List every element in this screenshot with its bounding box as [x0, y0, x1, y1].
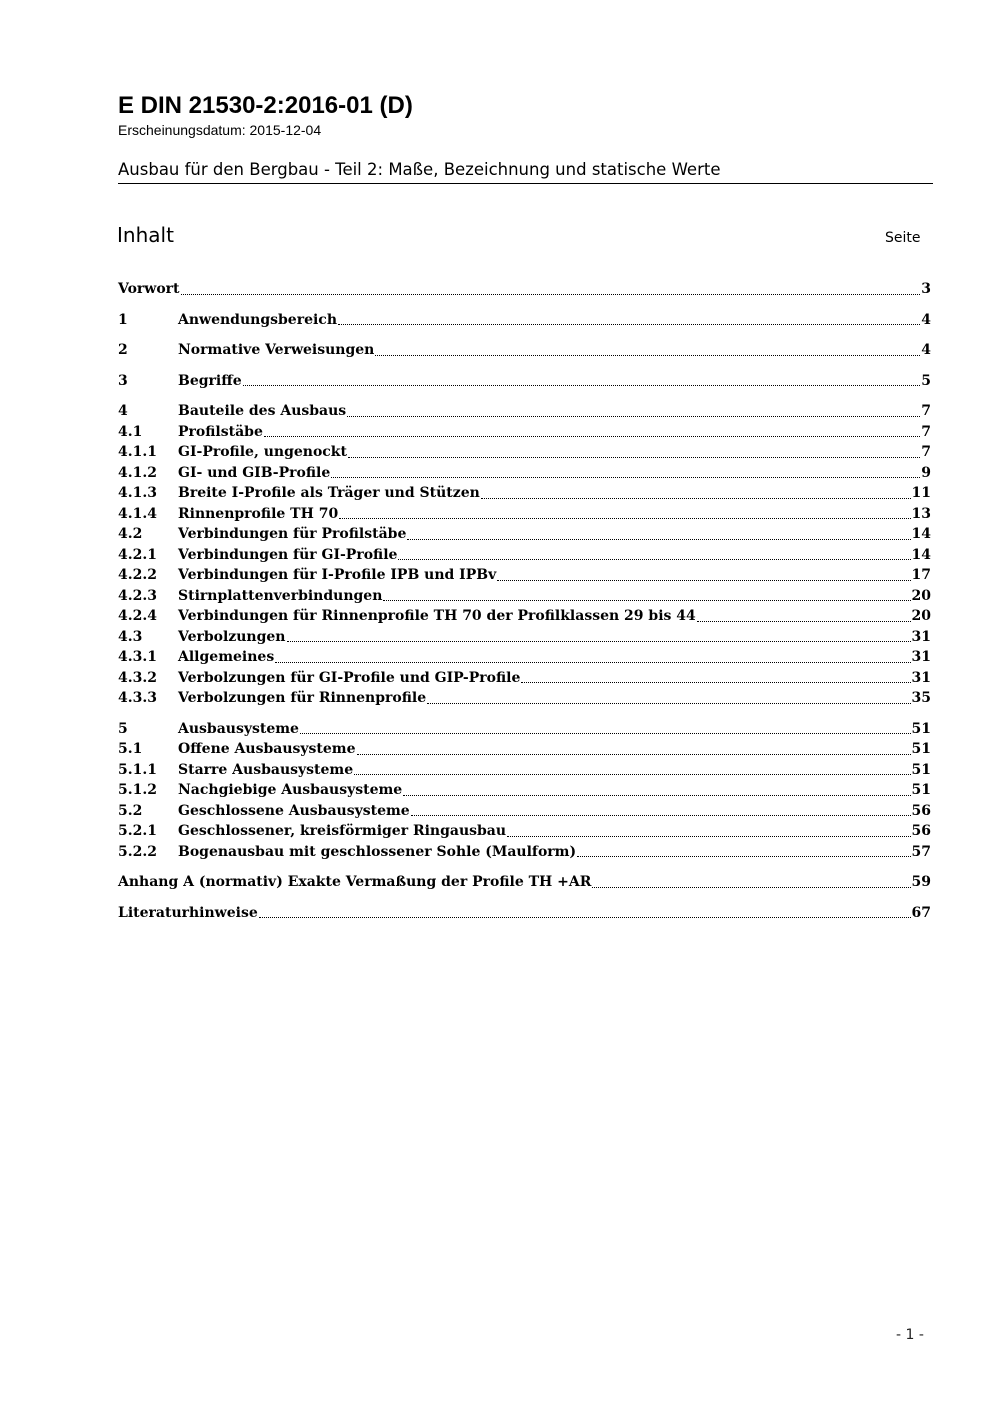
toc-entry-number: 5.2	[118, 802, 143, 819]
toc-entry-page: 17	[911, 567, 931, 583]
toc-entry[interactable]	[118, 842, 931, 863]
toc-entry-number: 4.3.2	[118, 669, 157, 686]
toc-entry[interactable]	[118, 668, 931, 689]
toc-dot-leader	[427, 702, 910, 704]
toc-dot-leader	[339, 517, 910, 519]
toc-page-label: Seite	[885, 230, 921, 246]
toc-dot-leader	[348, 456, 920, 458]
toc-entry-page: 51	[911, 782, 931, 798]
toc-entry-number: 5.1	[118, 741, 143, 757]
toc-entry-title: Geschlossene Ausbausysteme	[178, 802, 410, 819]
toc-entry[interactable]	[118, 719, 931, 740]
toc-dot-leader	[181, 293, 921, 295]
toc-entry[interactable]	[118, 627, 931, 648]
toc-entry-title: Stirnplattenverbindungen	[178, 587, 383, 604]
toc-entry-title: Nachgiebige Ausbausysteme	[178, 782, 403, 798]
toc-entry-title: Rinnenprofile TH 70	[178, 505, 339, 522]
toc-entry-number: 4.1.2	[118, 464, 157, 481]
toc-dot-leader	[481, 497, 911, 499]
toc-entry-number: 4.1.4	[118, 505, 157, 522]
toc-entry-number: 4.2.2	[118, 567, 157, 583]
toc-entry-title: Breite I-Profile als Träger und Stützen	[178, 485, 480, 501]
page-number: - 1 -	[896, 1327, 924, 1343]
toc-dot-leader	[507, 835, 910, 837]
toc-dot-leader	[259, 916, 911, 918]
toc-entry-page: 13	[911, 505, 931, 522]
toc-entry[interactable]	[118, 760, 931, 781]
toc-entry-number: 5.1.2	[118, 782, 157, 798]
toc-entry-title: Verbolzungen	[178, 628, 286, 645]
toc-entry[interactable]	[118, 586, 931, 607]
toc-entry[interactable]	[118, 821, 931, 842]
table-of-contents	[118, 279, 931, 923]
toc-entry[interactable]	[118, 606, 931, 627]
toc-entry[interactable]	[118, 310, 931, 331]
toc-entry-number: 3	[118, 372, 128, 389]
toc-entry[interactable]	[118, 545, 931, 566]
toc-heading: Inhalt	[117, 223, 174, 247]
toc-dot-leader	[521, 681, 910, 683]
toc-dot-leader	[577, 855, 910, 857]
toc-entry[interactable]	[118, 872, 931, 893]
toc-entry-title: Offene Ausbausysteme	[178, 741, 356, 757]
toc-entry-title: Verbindungen für I-Profile IPB und IPBv	[178, 567, 497, 583]
toc-entry[interactable]	[118, 524, 931, 545]
toc-entry-title: Allgemeines	[178, 649, 275, 665]
toc-entry-number: 5.2.1	[118, 823, 157, 839]
document-title: E DIN 21530-2:2016-01 (D)	[118, 92, 413, 119]
toc-entry-number: 4.1.3	[118, 485, 157, 501]
toc-entry-title: Anhang A (normativ) Exakte Vermaßung der Profile TH +AR	[118, 874, 592, 890]
toc-entry-title: Ausbausysteme	[178, 720, 299, 737]
toc-entry-title: Verbindungen für Profilstäbe	[178, 526, 407, 542]
toc-dot-leader	[264, 435, 920, 437]
toc-entry-page: 31	[911, 669, 931, 686]
toc-entry-page: 9	[921, 464, 931, 481]
toc-entry-title: Verbindungen für Rinnenprofile TH 70 der Profilklassen 29 bis 44	[178, 608, 696, 624]
toc-entry[interactable]	[118, 739, 931, 760]
toc-dot-leader	[287, 640, 911, 642]
toc-entry-page: 51	[911, 741, 931, 757]
toc-entry-page: 11	[911, 485, 931, 501]
toc-entry[interactable]	[118, 780, 931, 801]
toc-entry[interactable]	[118, 504, 931, 525]
toc-entry-page: 56	[911, 802, 931, 819]
toc-dot-leader	[375, 354, 920, 356]
toc-dot-leader	[497, 579, 910, 581]
toc-entry-number: 4.2.3	[118, 587, 157, 604]
toc-entry-number: 4.3.3	[118, 690, 157, 706]
toc-entry-page: 57	[911, 843, 931, 860]
toc-entry[interactable]	[118, 371, 931, 392]
toc-entry-number: 1	[118, 311, 128, 328]
toc-dot-leader	[697, 620, 911, 622]
toc-entry[interactable]	[118, 903, 931, 924]
toc-entry-page: 7	[921, 423, 931, 440]
toc-entry-number: 4.1.1	[118, 444, 157, 460]
toc-entry[interactable]	[118, 422, 931, 443]
toc-entry-page: 20	[911, 608, 931, 624]
toc-dot-leader	[354, 773, 910, 775]
toc-entry-title: GI-Profile, ungenockt	[178, 444, 347, 460]
toc-entry-number: 5.1.1	[118, 761, 157, 778]
toc-entry[interactable]	[118, 340, 931, 361]
toc-entry-page: 51	[911, 720, 931, 737]
toc-entry[interactable]	[118, 401, 931, 422]
toc-entry-number: 4.3.1	[118, 649, 157, 665]
toc-entry-page: 14	[911, 546, 931, 563]
toc-entry-page: 5	[921, 372, 931, 389]
toc-entry[interactable]	[118, 279, 931, 300]
toc-entry-page: 31	[911, 628, 931, 645]
toc-entry-title: Verbindungen für GI-Profile	[178, 546, 398, 563]
toc-dot-leader	[243, 384, 921, 386]
toc-entry-title: Bogenausbau mit geschlossener Sohle (Maulform)	[178, 843, 577, 860]
toc-entry-number: 4.2.1	[118, 546, 157, 563]
toc-entry-number: 4	[118, 403, 128, 419]
toc-entry[interactable]	[118, 463, 931, 484]
toc-entry-title: Starre Ausbausysteme	[178, 761, 354, 778]
toc-entry-page: 59	[911, 874, 931, 890]
toc-entry-title: Vorwort	[118, 281, 180, 297]
toc-dot-leader	[347, 415, 920, 417]
issue-date: Erscheinungsdatum: 2015-12-04	[118, 122, 322, 138]
toc-entry-title: Profilstäbe	[178, 423, 263, 440]
toc-entry-page: 7	[921, 444, 931, 460]
toc-entry[interactable]	[118, 565, 931, 586]
toc-entry[interactable]	[118, 647, 931, 668]
toc-entry-page: 20	[911, 587, 931, 604]
toc-entry-number: 4.2	[118, 526, 143, 542]
toc-entry-number: 2	[118, 342, 128, 358]
toc-entry-number: 4.3	[118, 628, 143, 645]
toc-dot-leader	[338, 323, 920, 325]
toc-entry-title: GI- und GIB-Profile	[178, 464, 331, 481]
toc-entry-number: 5.2.2	[118, 843, 157, 860]
toc-entry-title: Geschlossener, kreisförmiger Ringausbau	[178, 823, 507, 839]
toc-dot-leader	[383, 599, 910, 601]
toc-dot-leader	[357, 753, 911, 755]
toc-dot-leader	[300, 732, 911, 734]
toc-entry-page: 7	[921, 403, 931, 419]
toc-entry-title: Begriffe	[178, 372, 242, 389]
toc-entry-page: 67	[911, 904, 931, 921]
toc-entry-number: 5	[118, 720, 128, 737]
document-subtitle: Ausbau für den Bergbau - Teil 2: Maße, Bezeichnung und statische Werte	[118, 159, 933, 184]
toc-dot-leader	[407, 538, 910, 540]
toc-entry[interactable]	[118, 801, 931, 822]
toc-dot-leader	[592, 886, 910, 888]
toc-entry-title: Normative Verweisungen	[178, 342, 375, 358]
toc-entry-title: Anwendungsbereich	[178, 311, 337, 328]
toc-entry-title: Verbolzungen für GI-Profile und GIP-Profile	[178, 669, 521, 686]
toc-entry-page: 35	[911, 690, 931, 706]
toc-dot-leader	[275, 661, 910, 663]
toc-dot-leader	[331, 476, 920, 478]
toc-entry-title: Literaturhinweise	[118, 904, 258, 921]
toc-dot-leader	[411, 814, 911, 816]
toc-entry-page: 3	[921, 281, 931, 297]
toc-entry-number: 4.1	[118, 423, 143, 440]
toc-entry-page: 14	[911, 526, 931, 542]
toc-dot-leader	[403, 794, 910, 796]
toc-entry[interactable]	[118, 483, 931, 504]
toc-dot-leader	[398, 558, 910, 560]
toc-entry-page: 31	[911, 649, 931, 665]
toc-entry-title: Verbolzungen für Rinnenprofile	[178, 690, 427, 706]
toc-entry-page: 4	[921, 311, 931, 328]
toc-entry-page: 56	[911, 823, 931, 839]
toc-entry[interactable]	[118, 442, 931, 463]
toc-entry-title: Bauteile des Ausbaus	[178, 403, 347, 419]
toc-entry[interactable]	[118, 688, 931, 709]
toc-entry-page: 4	[921, 342, 931, 358]
toc-entry-page: 51	[911, 761, 931, 778]
toc-entry-number: 4.2.4	[118, 608, 157, 624]
